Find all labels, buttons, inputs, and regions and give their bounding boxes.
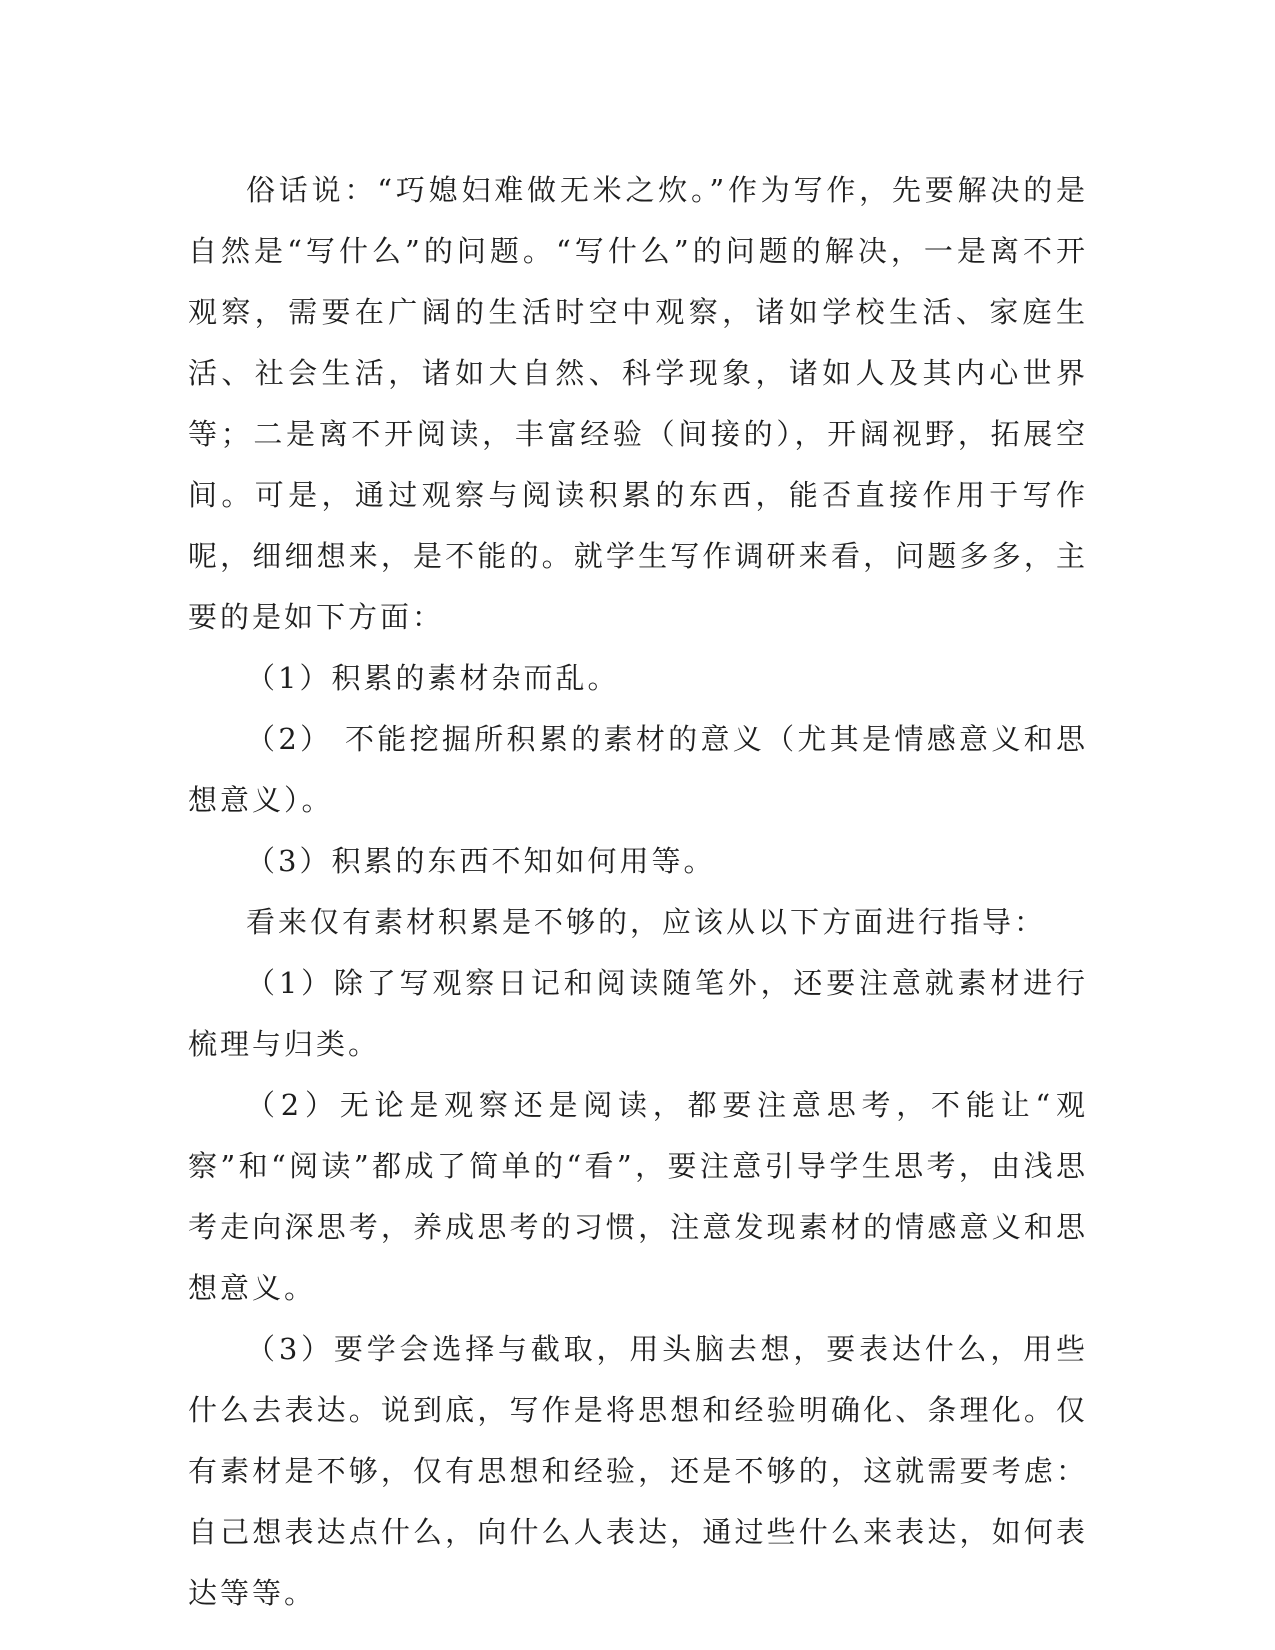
paragraph-problem-3: （3）积累的东西不知如何用等。 (246, 844, 716, 878)
document-body (188, 160, 1088, 1624)
paragraph-guidance-1: （1）除了写观察日记和阅读随笔外，还要注意就素材进行梳理与归类。 (188, 966, 1088, 1061)
paragraph-guidance-3: （3）要学会选择与截取，用头脑去想，要表达什么，用些什么去表达。说到底，写作是将思想和经验明确化、条理化。仅有素材是不够，仅有思想和经验，还是不够的，这就需要考虑：自己想表达点什么，向什么人表达，通过些什么来表达，如何表达等等。 (188, 1332, 1088, 1610)
paragraph-problem-1: （1）积累的素材杂而乱。 (246, 661, 620, 695)
paragraph-guidance-2: （2）无论是观察还是阅读，都要注意思考，不能让“观察”和“阅读”都成了简单的“看”，要注意引导学生思考，由浅思考走向深思考，养成思考的习惯，注意发现素材的情感意义和思想意义。 (188, 1088, 1088, 1305)
paragraph-intro: 俗话说：“巧媳妇难做无米之炊。”作为写作，先要解决的是自然是“写什么”的问题。“写什么”的问题的解决，一是离不开观察，需要在广阔的生活时空中观察，诸如学校生活、家庭生活、社会生活，诸如大自然、科学现象，诸如人及其内心世界等；二是离不开阅读，丰富经验（间接的），开阔视野，拓展空间。可是，通过观察与阅读积累的东西，能否直接作用于写作呢，细细想来，是不能的。就学生写作调研来看，问题多多，主要的是如下方面： (188, 173, 1088, 634)
paragraph-problem-2: （2） 不能挖掘所积累的素材的意义（尤其是情感意义和思想意义）。 (188, 722, 1088, 817)
paragraph-guidance-intro: 看来仅有素材积累是不够的，应该从以下方面进行指导： (246, 905, 1047, 939)
